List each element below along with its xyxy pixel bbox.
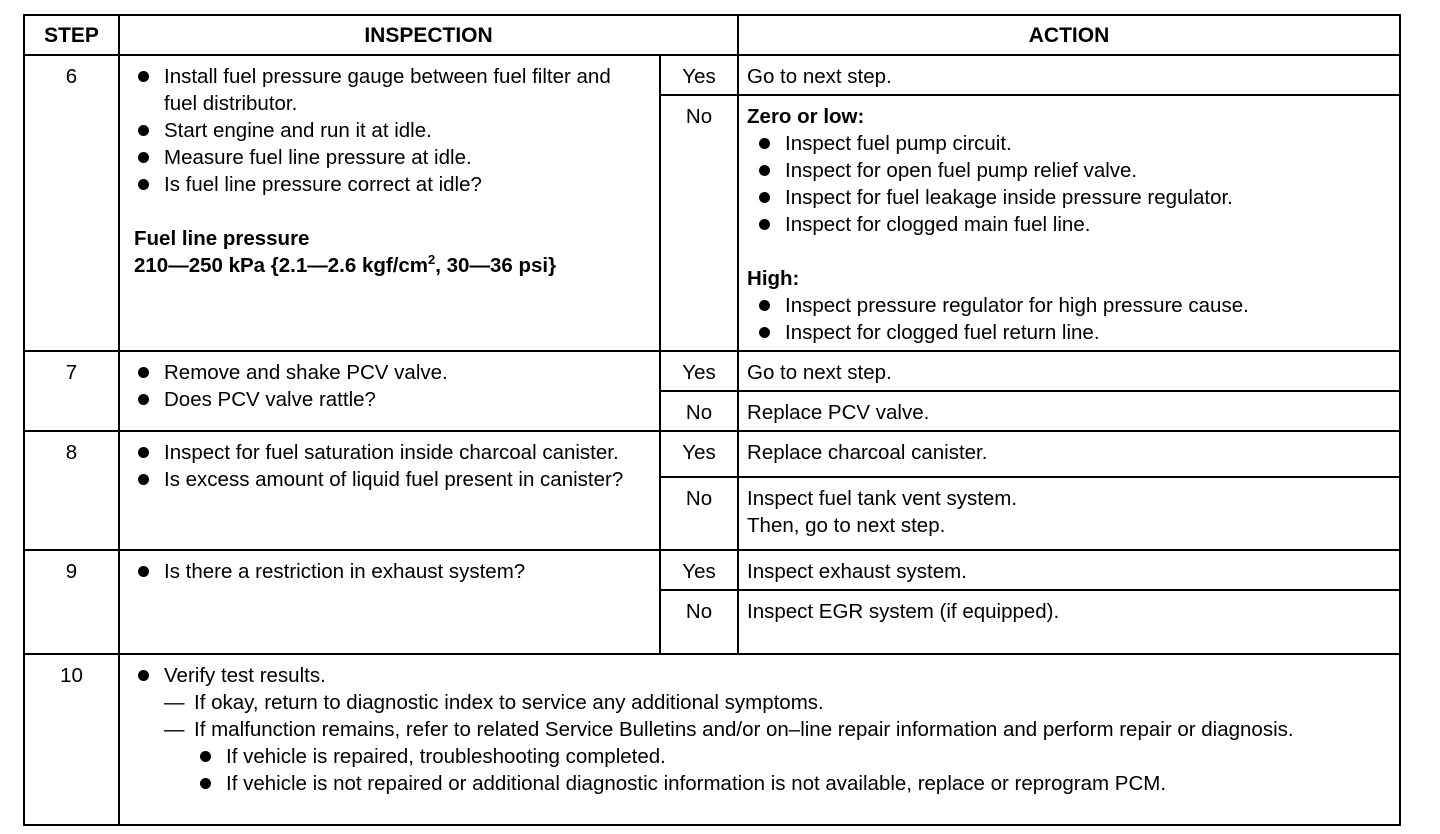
no-action-line: Inspect fuel tank vent system. xyxy=(747,487,1018,510)
no-action: Inspect EGR system (if equipped). xyxy=(738,590,1400,654)
no-label: No xyxy=(660,590,738,654)
list-item: — If okay, return to diagnostic index to service any additional symptoms. xyxy=(164,691,824,714)
diagnostic-table xyxy=(23,14,1401,826)
list-item: — If malfunction remains, refer to related Service Bulletins and/or on–line repair information and perform repair or diagnosis. If vehicle is repaired, troubleshooting completed. If vehicle is not repaired or additional diagnostic information is not available, replace or reprogram PCM. xyxy=(164,716,1389,797)
no-action-line: Then, go to next step. xyxy=(747,514,946,537)
list-item: Inspect for fuel saturation inside charcoal canister. xyxy=(134,439,649,466)
list-item: If vehicle is not repaired or additional diagnostic information is not available, replace or reprogram PCM. xyxy=(196,770,1389,797)
yes-label: Yes xyxy=(660,351,738,391)
dash-list xyxy=(164,689,1389,797)
table-row xyxy=(24,55,1400,95)
step-number: 7 xyxy=(24,351,119,431)
yes-label: Yes xyxy=(660,550,738,590)
no-action: Replace PCV valve. xyxy=(738,391,1400,431)
zero-low-title: Zero or low: xyxy=(747,105,865,128)
header-inspection: INSPECTION xyxy=(119,15,738,55)
no-label: No xyxy=(660,477,738,550)
yes-action: Go to next step. xyxy=(738,351,1400,391)
list-item: If vehicle is repaired, troubleshooting completed. xyxy=(196,743,1389,770)
no-action xyxy=(738,477,1400,550)
inspection-cell xyxy=(119,654,1400,825)
step-number: 8 xyxy=(24,431,119,550)
no-label: No xyxy=(660,95,738,351)
spec-value: 210—250 kPa {2.1—2.6 kgf/$cm^2$, 30—36 psi} xyxy=(134,252,557,277)
list-item: Remove and shake PCV valve. xyxy=(134,359,649,386)
list-item: Is fuel line pressure correct at idle? xyxy=(134,171,649,198)
inspection-list xyxy=(134,359,649,413)
list-item: Inspect for fuel leakage inside pressure regulator. xyxy=(747,184,1389,211)
spec-title: Fuel line pressure xyxy=(134,227,310,250)
step-number: 10 xyxy=(24,654,119,825)
header-step: STEP xyxy=(24,15,119,55)
inspection-list xyxy=(134,558,649,585)
inspection-cell xyxy=(119,431,660,550)
yes-action: Replace charcoal canister. xyxy=(738,431,1400,477)
high-title: High: xyxy=(747,267,800,290)
table-row xyxy=(24,351,1400,391)
verify-text: Verify test results. xyxy=(164,664,326,687)
list-item xyxy=(134,662,1389,797)
inspection-list xyxy=(134,662,1389,797)
list-item: Inspect fuel pump circuit. xyxy=(747,130,1389,157)
step-number: 6 xyxy=(24,55,119,351)
dash-mark: — xyxy=(164,691,185,714)
list-item: Is there a restriction in exhaust system? xyxy=(134,558,649,585)
no-label: No xyxy=(660,391,738,431)
table-row xyxy=(24,550,1400,590)
step-number: 9 xyxy=(24,550,119,654)
table-row xyxy=(24,654,1400,825)
yes-action: Inspect exhaust system. xyxy=(738,550,1400,590)
inspection-cell xyxy=(119,55,660,351)
inspection-cell xyxy=(119,351,660,431)
yes-label: Yes xyxy=(660,55,738,95)
list-item: Is excess amount of liquid fuel present in canister? xyxy=(134,466,649,493)
list-item: Inspect for clogged fuel return line. xyxy=(747,319,1389,346)
table-header-row xyxy=(24,15,1400,55)
inspection-cell xyxy=(119,550,660,654)
zero-low-list xyxy=(747,130,1389,238)
list-item: Start engine and run it at idle. xyxy=(134,117,649,144)
inspection-list xyxy=(134,63,649,198)
header-action: ACTION xyxy=(738,15,1400,55)
inspection-list xyxy=(134,439,649,493)
list-item: Measure fuel line pressure at idle. xyxy=(134,144,649,171)
sub-list xyxy=(194,743,1389,797)
table-row xyxy=(24,431,1400,477)
list-item: Inspect for clogged main fuel line. xyxy=(747,211,1389,238)
high-list xyxy=(747,292,1389,346)
list-item: Inspect pressure regulator for high pressure cause. xyxy=(747,292,1389,319)
yes-action: Go to next step. xyxy=(738,55,1400,95)
list-item: Install fuel pressure gauge between fuel filter and fuel distributor. xyxy=(134,63,649,117)
yes-label: Yes xyxy=(660,431,738,477)
list-item: Does PCV valve rattle? xyxy=(134,386,649,413)
dash-mark: — xyxy=(164,718,185,741)
no-action xyxy=(738,95,1400,351)
list-item: Inspect for open fuel pump relief valve. xyxy=(747,157,1389,184)
